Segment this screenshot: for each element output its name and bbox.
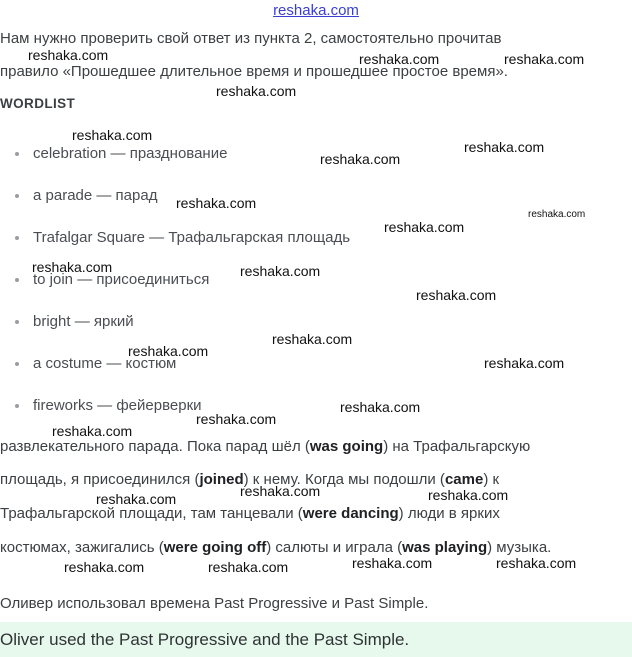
watermark: reshaka.com <box>416 287 497 303</box>
intro-line-2: правило «Прошедшее длительное время и прошедшее простое время». <box>0 63 508 80</box>
watermark: reshaka.com <box>504 51 585 67</box>
wordlist-item: Trafalgar Square — Трафальгарская площадь <box>0 217 350 259</box>
watermark: reshaka.com <box>484 355 565 371</box>
watermark: reshaka.com <box>72 127 153 143</box>
answer-box: Oliver used the Past Progressive and the Past Simple. <box>0 622 632 657</box>
story-line-1: развлекательного парада. Пока парад шёл (was going) на Трафальгарскую <box>0 438 531 455</box>
story-line-3: Трафальгарской площади, там танцевали (were dancing) люди в ярких <box>0 505 500 522</box>
watermark: reshaka.com <box>352 555 433 571</box>
bullet-icon <box>15 320 19 324</box>
story-line-2: площадь, я присоединился (joined) к нему. Когда мы подошли (came) к <box>0 471 500 488</box>
watermark: reshaka.com <box>320 151 401 167</box>
watermark: reshaka.com <box>359 51 440 67</box>
watermark: reshaka.com <box>176 195 257 211</box>
watermark: reshaka.com <box>128 343 209 359</box>
watermark: reshaka.com <box>96 491 177 507</box>
bullet-icon <box>15 194 19 198</box>
watermark: reshaka.com <box>52 423 133 439</box>
wordlist-item: a costume — костюм <box>0 343 350 385</box>
conclusion-text: Оливер использовал времена Past Progressive и Past Simple. <box>0 595 429 612</box>
wordlist-item: fireworks — фейерверки <box>0 385 350 427</box>
watermark: reshaka.com <box>272 331 353 347</box>
watermark: reshaka.com <box>496 555 577 571</box>
watermark: reshaka.com <box>196 411 277 427</box>
story-line-4: костюмах, зажигались (were going off) салюты и играла (was playing) музыка. <box>0 539 552 556</box>
site-header-link[interactable]: reshaka.com <box>273 2 359 19</box>
wordlist <box>0 133 353 427</box>
watermark: reshaka.com <box>240 483 321 499</box>
wordlist-item: celebration — празднование <box>0 133 350 175</box>
watermark: reshaka.com <box>428 487 509 503</box>
watermark: reshaka.com <box>464 139 545 155</box>
wordlist-heading: WORDLIST <box>0 96 76 111</box>
watermark: reshaka.com <box>64 559 145 575</box>
bullet-icon <box>15 362 19 366</box>
wordlist-item: to join — присоединиться <box>0 259 350 301</box>
watermark: reshaka.com <box>208 559 289 575</box>
bullet-icon <box>15 278 19 282</box>
bullet-icon <box>15 404 19 408</box>
watermark: reshaka.com <box>340 399 421 415</box>
watermark: reshaka.com <box>28 47 109 63</box>
watermark: reshaka.com <box>32 259 113 275</box>
wordlist-item: bright — яркий <box>0 301 350 343</box>
watermark: reshaka.com <box>528 209 586 220</box>
watermark: reshaka.com <box>240 263 321 279</box>
wordlist-item: a parade — парад <box>0 175 350 217</box>
bullet-icon <box>15 152 19 156</box>
bullet-icon <box>15 236 19 240</box>
intro-line-1: Нам нужно проверить свой ответ из пункта 2, самостоятельно прочитав <box>0 30 502 47</box>
watermark: reshaka.com <box>216 83 297 99</box>
watermark: reshaka.com <box>384 219 465 235</box>
